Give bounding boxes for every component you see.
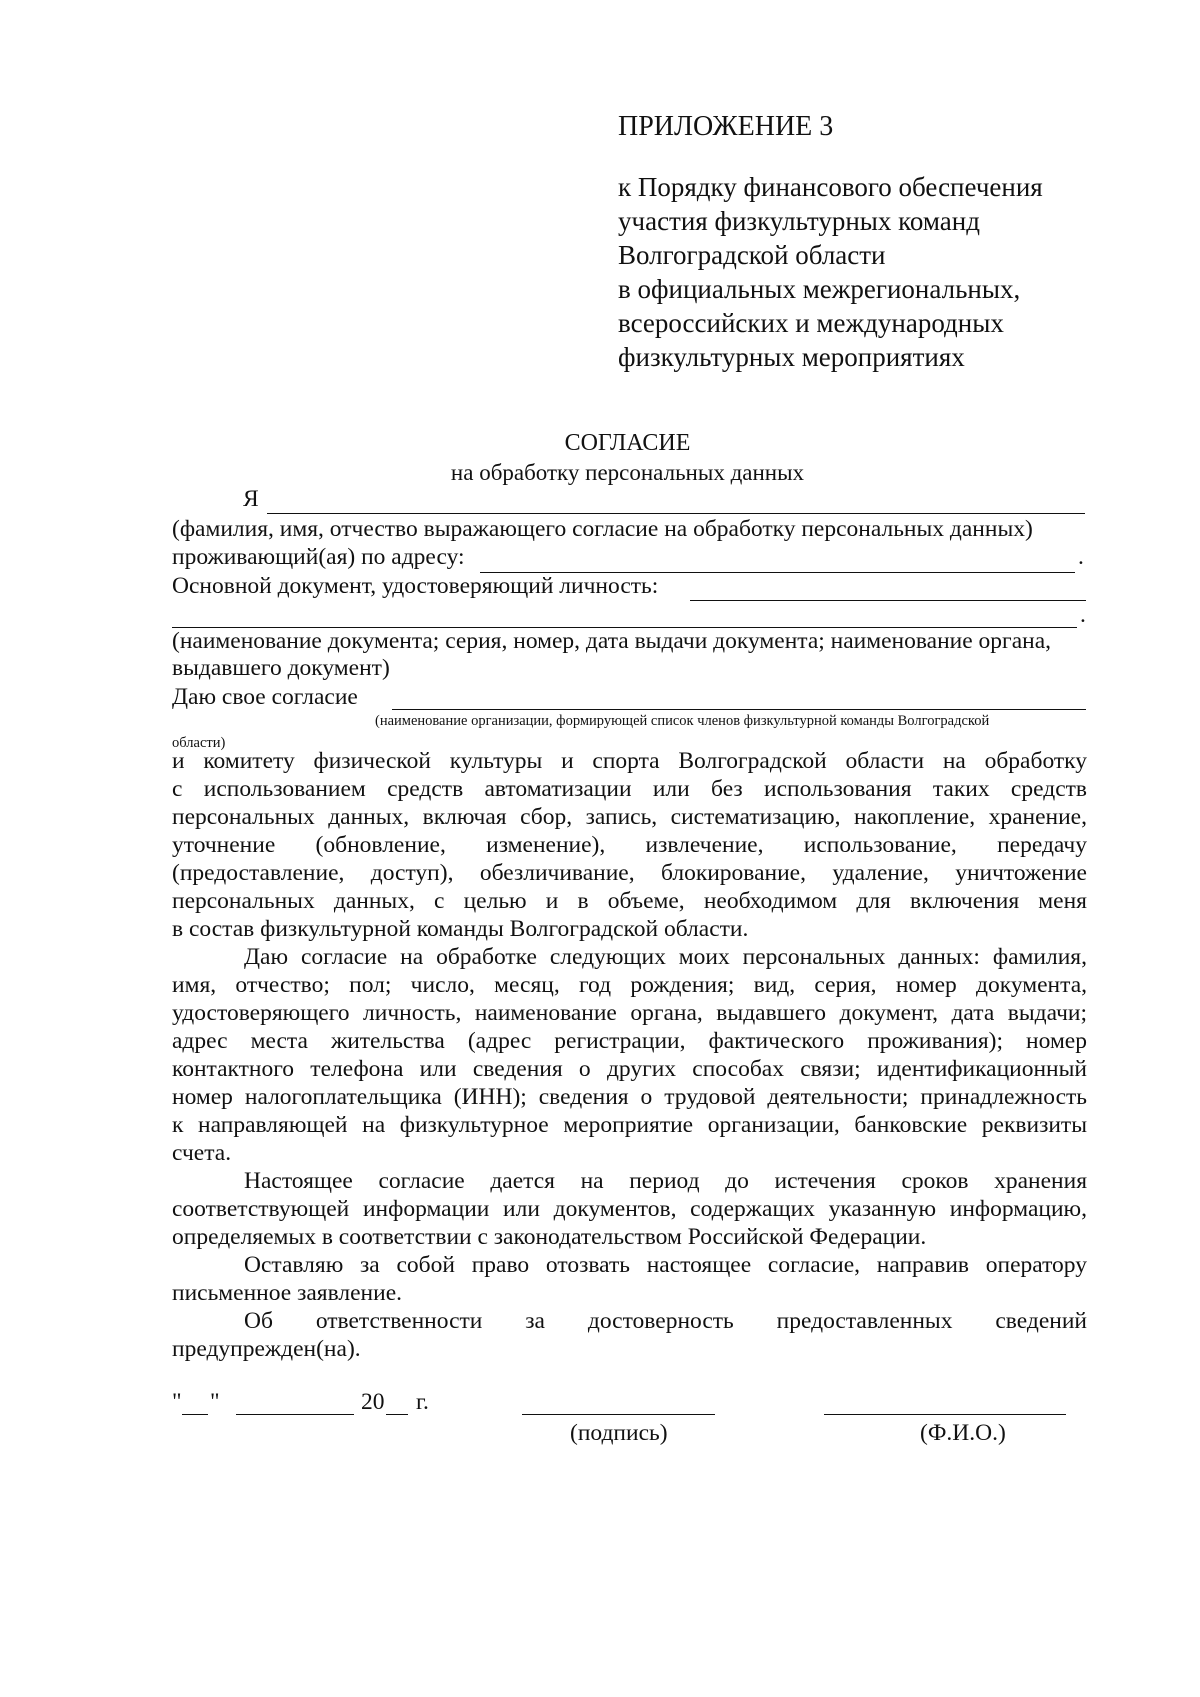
text-line: персональных данных, с целью и в объеме, необходимом для включения меня <box>172 888 1087 914</box>
annex-line: к Порядку финансового обеспечения <box>618 172 1043 202</box>
paragraph-consent-scope <box>172 747 1087 943</box>
org-field[interactable] <box>392 709 1086 710</box>
paragraph-revoke <box>172 1251 1087 1307</box>
text-line: к направляющей на физкультурное мероприятие организации, банковские реквизиты <box>172 1112 1087 1138</box>
org-caption: области) <box>172 735 226 751</box>
doc-period: . <box>1080 602 1086 628</box>
signer-name-field[interactable] <box>824 1414 1066 1415</box>
date-year-prefix: 20 <box>361 1389 385 1415</box>
text-line: Оставляю за собой право отозвать настоящее согласие, направив оператору <box>244 1252 1087 1278</box>
text-line: и комитету физической культуры и спорта Волгоградской области на обработку <box>172 748 1087 774</box>
fio-caption: (фамилия, имя, отчество выражающего согласие на обработку персональных данных) <box>172 516 1033 542</box>
date-year-field[interactable] <box>386 1414 408 1415</box>
org-caption: (наименование организации, формирующей список членов физкультурной команды Волгоградской <box>375 713 990 729</box>
annex-line: Волгоградской области <box>618 240 886 270</box>
text-line: имя, отчество; пол; число, месяц, год рождения; вид, серия, номер документа, <box>172 972 1087 998</box>
text-line: контактного телефона или сведения о других способах связи; идентификационный <box>172 1056 1087 1082</box>
text-line: номер налогоплательщика (ИНН); сведения о трудовой деятельности; принадлежность <box>172 1084 1087 1110</box>
date-quote-open: " <box>172 1389 182 1415</box>
date-quote-close: " <box>210 1389 220 1415</box>
address-label: проживающий(ая) по адресу: <box>172 544 465 570</box>
signature-field[interactable] <box>522 1414 715 1415</box>
text-line: предупрежден(на). <box>172 1336 361 1362</box>
text-line: уточнение (обновление, изменение), извлечение, использование, передачу <box>172 832 1087 858</box>
annex-line: физкультурных мероприятиях <box>618 342 965 372</box>
address-period: . <box>1078 544 1084 570</box>
doc-label: Основной документ, удостоверяющий личность: <box>172 573 659 599</box>
doc-caption: выдавшего документ) <box>172 655 390 681</box>
text-line: адрес места жительства (адрес регистрации, фактического проживания); номер <box>172 1028 1087 1054</box>
text-line: (предоставление, доступ), обезличивание, блокирование, удаление, уничтожение <box>172 860 1087 886</box>
paragraph-data-list <box>172 943 1087 1167</box>
annex-title: ПРИЛОЖЕНИЕ 3 <box>618 111 834 142</box>
date-year-suffix: г. <box>416 1389 429 1415</box>
signature-caption: (подпись) <box>570 1420 668 1446</box>
text-line: в состав физкультурной команды Волгоградской области. <box>172 916 749 942</box>
annex-header <box>618 110 1138 374</box>
document-subtitle: на обработку персональных данных <box>450 460 805 485</box>
annex-line: в официальных межрегиональных, <box>618 274 1021 304</box>
signer-name-caption: (Ф.И.О.) <box>920 1420 1006 1446</box>
text-line: с использованием средств автоматизации или без использования таких средств <box>172 776 1087 802</box>
document-title: СОГЛАСИЕ <box>564 430 691 456</box>
paragraph-period <box>172 1167 1087 1251</box>
text-line: удостоверяющего личность, наименование органа, выдавшего документ, дата выдачи; <box>172 1000 1087 1026</box>
annex-line: всероссийских и международных <box>618 308 1004 338</box>
text-line: Настоящее согласие дается на период до истечения сроков хранения <box>244 1168 1087 1194</box>
text-line: персональных данных, включая сбор, запись, систематизацию, накопление, хранение, <box>172 804 1087 830</box>
text-line: определяемых в соответствии с законодательством Российской Федерации. <box>172 1224 927 1250</box>
text-line: письменное заявление. <box>172 1280 403 1306</box>
paragraph-responsibility <box>172 1307 1087 1363</box>
i-label: Я <box>243 486 259 512</box>
consent-label: Даю свое согласие <box>172 684 358 710</box>
annex-line: участия физкультурных команд <box>618 206 980 236</box>
date-day-field[interactable] <box>182 1414 208 1415</box>
text-line: Даю согласие на обработке следующих моих персональных данных: фамилия, <box>244 944 1087 970</box>
text-line: Об ответственности за достоверность предоставленных сведений <box>244 1308 1087 1334</box>
date-month-field[interactable] <box>236 1414 354 1415</box>
text-line: счета. <box>172 1140 232 1166</box>
text-line: соответствующей информации или документов, содержащих указанную информацию, <box>172 1196 1087 1222</box>
fio-field[interactable] <box>267 513 1085 514</box>
doc-field[interactable] <box>690 600 1086 601</box>
doc-caption: (наименование документа; серия, номер, дата выдачи документа; наименование органа, <box>172 628 1052 654</box>
